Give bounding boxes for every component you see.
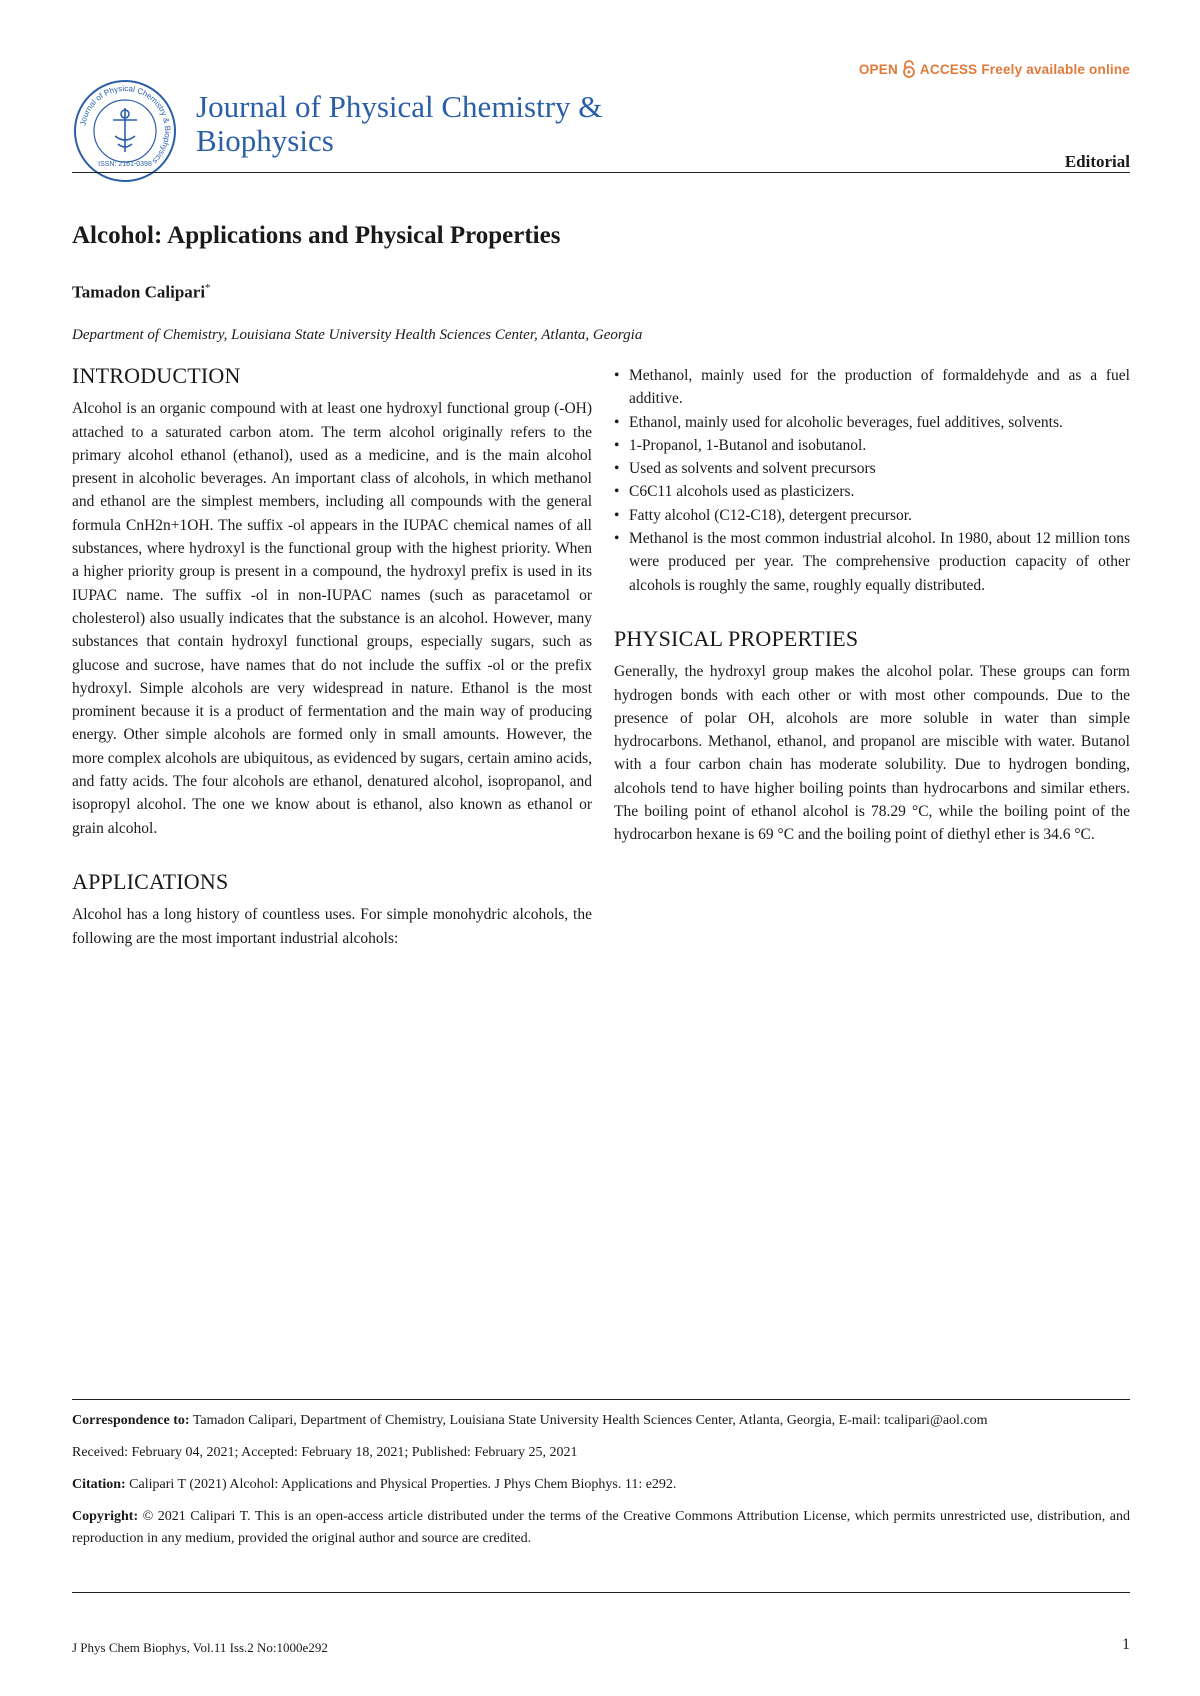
list-item: • Used as solvents and solvent precursors (614, 457, 1130, 480)
list-item: • Methanol, mainly used for the production of formaldehyde and as a fuel additive. (614, 364, 1130, 411)
journal-title (196, 90, 756, 158)
article-type: Editorial (1064, 152, 1130, 171)
page-number: 1 (1122, 1636, 1130, 1653)
list-item: • Fatty alcohol (C12-C18), detergent precursor. (614, 504, 1130, 527)
list-item: • C6C11 alcohols used as plasticizers. (614, 480, 1130, 503)
open-access-badge (859, 60, 1130, 78)
author-name-text: Tamadon Calipari (72, 282, 206, 302)
citation-text: Calipari T (2021) Alcohol: Applications and Physical Properties. J Phys Chem Biophys. 11: e292. (129, 1477, 677, 1492)
header-divider (72, 172, 1130, 173)
correspondence (72, 1410, 1130, 1432)
left-column (72, 364, 592, 950)
open-label: OPEN (858, 61, 898, 77)
footer-bottom-divider (72, 1592, 1130, 1593)
journal-title-line1: Journal of Physical Chemistry & (196, 89, 603, 124)
access-label: ACCESS Freely available online (919, 61, 1130, 77)
correspondence-text: Tamadon Calipari, Department of Chemistry, Louisiana State University Health Sciences Center, Atlanta, Georgia, E-mail: tcalipari@aol.com (192, 1413, 988, 1428)
author-name (72, 282, 211, 303)
introduction-heading: INTRODUCTION (72, 363, 241, 388)
received-dates: Received: February 04, 2021; Accepted: February 18, 2021; Published: February 25, 2021 (72, 1445, 578, 1460)
copyright-label: Copyright: (72, 1509, 139, 1524)
citation-label: Citation: (72, 1477, 126, 1492)
list-item: • Ethanol, mainly used for alcoholic beverages, fuel additives, solvents. (614, 411, 1130, 434)
applications-heading: APPLICATIONS (72, 868, 229, 894)
physical-properties-text: Generally, the hydroxyl group makes the alcohol polar. These groups can form hydrogen bonds with each other or with most other compounds. Due to the presence of polar OH, alcohols are more soluble in water than simple hydrocarbons. Methanol, ethanol, and propanol are miscible with water. Butanol with a four carbon chain has moderate solubility. Due to hydrogen bonding, alcohols tend to have higher boiling points than hydrocarbons and similar ethers. The boiling point of ethanol alcohol is 78.29 °C, while the boiling point of the hydrocarbon hexane is 69 °C and the boiling point of diethyl ether is 34.6 °C. (614, 663, 1130, 844)
copyright (72, 1506, 1130, 1550)
citation (72, 1474, 1130, 1496)
logo-ring-text: Journal of Physical Chemistry & Biophysics (78, 83, 173, 166)
footer-top-divider (72, 1399, 1130, 1400)
author-mark: * (205, 282, 211, 294)
list-item: • 1-Propanol, 1-Butanol and isobutanol. (614, 434, 1130, 457)
correspondence-label: Correspondence to: (72, 1413, 190, 1428)
logo-issn: ISSN: 2161-0398 (98, 161, 152, 168)
journal-logo (72, 78, 178, 184)
footer-notes (72, 1410, 1130, 1560)
article-title: Alcohol: Applications and Physical Properties (72, 222, 561, 249)
introduction-text: Alcohol is an organic compound with at least one hydroxyl functional group (-OH) attached to a saturated carbon atom. The term alcohol originally refers to the primary alcohol ethanol (ethanol), used as a medicine, and is the main alcohol present in alcoholic beverages. An important class of alcohols, in which methanol and ethanol are the simplest members, including all compounds with the general formula CnH2n+1OH. The suffix -ol appears in the IUPAC chemical names of all substances, where hydroxyl is the functional group with the highest priority. When a higher priority group is present in a compound, the hydroxyl prefix is used in its IUPAC name. The suffix -ol in non-IUPAC names (such as paracetamol or cholesterol) also usually indicates that the substance is an alcohol. However, many substances that contain hydroxyl functional groups, especially sugars, such as glucose and sucrose, have names that do not include the suffix -ol or the prefix hydroxyl. Simple alcohols are very widespread in nature. Ethanol is the most prominent because it is a product of fermentation and the main way of producing energy. Other simple alcohols are formed only in small amounts. However, the more complex alcohols are ubiquitous, as evidenced by sugars, certain amino acids, and fatty acids. The four alcohols are ethanol, denatured alcohol, isopropanol, and isopropyl alcohol. The one we know about is ethanol, also known as ethanol or grain alcohol. (72, 400, 592, 837)
running-footer: J Phys Chem Biophys, Vol.11 Iss.2 No:1000e292 (72, 1640, 328, 1655)
copyright-text: © 2021 Calipari T. This is an open-access article distributed under the terms of the Creative Commons Attribution License, which permits unrestricted use, distribution, and reproduction in any medium, provided the original author and source are credited. (72, 1509, 1130, 1546)
physical-properties-heading: PHYSICAL PROPERTIES (614, 625, 859, 651)
applications-list (614, 364, 1130, 597)
affiliation: Department of Chemistry, Louisiana State University Health Sciences Center, Atlanta, Georgia (72, 327, 643, 343)
applications-text: Alcohol has a long history of countless uses. For simple monohydric alcohols, the following are the most important industrial alcohols: (72, 906, 592, 947)
list-item: • Methanol is the most common industrial alcohol. In 1980, about 12 million tons were produced per year. The comprehensive production capacity of other alcohols is roughly the same, roughly equally distributed. (614, 527, 1130, 597)
right-column (614, 364, 1130, 847)
journal-title-line2: Biophysics (196, 123, 334, 158)
open-lock-icon (902, 60, 916, 78)
